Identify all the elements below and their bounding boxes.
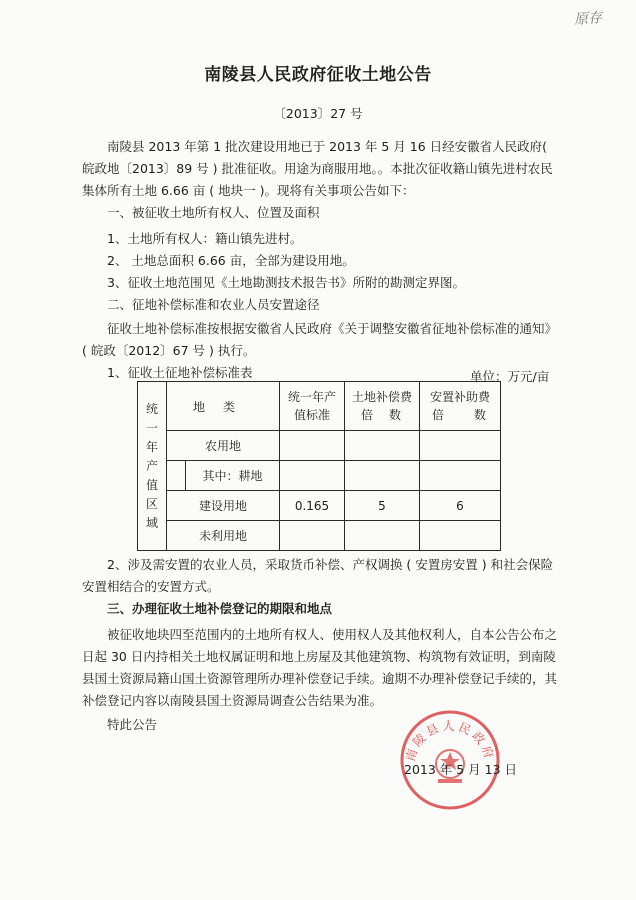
table-row xyxy=(138,461,501,491)
region-char: 值 xyxy=(145,477,158,492)
row-value xyxy=(420,431,501,461)
header-line: 安置补助费 xyxy=(429,390,490,404)
table-row xyxy=(138,491,501,521)
section2-item-1: 1、征收土征地补偿标准表 xyxy=(107,365,253,380)
section3-paragraph: 被征收地块四至范围内的土地所有权人、使用权人及其他权利人，自本公告公布之日起 30 日内持相关土地权属证明和地上房屋及其他建筑物、构筑物有效证明，到南陵县国土资源局籍山国土资源管理所办理补偿登记手续。逾期不办理补偿登记手续的，其补偿登记内容以南陵县国土资源局调查公告结果为准。 xyxy=(82,627,558,708)
row-value xyxy=(280,461,345,491)
header-line: 统一年产 xyxy=(287,390,336,404)
col-header-value-standard xyxy=(280,382,345,431)
row-value xyxy=(345,461,420,491)
row-name: 建设用地 xyxy=(167,491,280,521)
row-value: 5 xyxy=(345,491,420,521)
kind-header-cell xyxy=(167,382,280,431)
region-char: 统 xyxy=(145,401,158,416)
handwritten-note: 原存 xyxy=(573,10,603,28)
row-name: 未利用地 xyxy=(167,521,280,551)
unit-label: 单位：万元/亩 xyxy=(470,369,550,384)
row-name: 其中：耕地 xyxy=(186,461,280,491)
indent-cell xyxy=(167,461,186,491)
kind-header: 地类 xyxy=(192,399,253,414)
row-name: 农用地 xyxy=(167,431,280,461)
issue-date: 2013 年 5 月 13 日 xyxy=(404,762,518,777)
section1-item-2: 2、 土地总面积 6.66 亩，全部为建设用地。 xyxy=(107,253,355,268)
row-value xyxy=(420,521,501,551)
region-char: 一 xyxy=(145,420,158,435)
region-label-cell xyxy=(138,382,167,551)
table-row xyxy=(138,521,501,551)
section1-heading: 一、被征收土地所有权人、位置及面积 xyxy=(107,205,320,220)
row-value: 0.165 xyxy=(280,491,345,521)
section1-item-1: 1、土地所有权人：籍山镇先进村。 xyxy=(107,231,303,246)
seal-text: 南陵县人民政府 xyxy=(402,719,498,763)
closing-text: 特此公告 xyxy=(107,717,158,732)
section2-paragraph: 征收土地补偿标准按根据安徽省人民政府《关于调整安徽省征地补偿标准的通知》( 皖政〔2012〕67 号 ) 执行。 xyxy=(82,321,558,358)
row-value: 6 xyxy=(420,491,501,521)
section3-heading: 三、办理征收土地补偿登记的期限和地点 xyxy=(107,601,333,616)
section1-item-3: 3、征收土地范围见《土地勘测技术报告书》所附的勘测定界图。 xyxy=(107,275,465,290)
row-value xyxy=(280,521,345,551)
page-title: 南陵县人民政府征收土地公告 xyxy=(204,65,432,85)
row-value xyxy=(345,521,420,551)
compensation-table xyxy=(137,381,501,551)
header-line: 倍 数 xyxy=(431,408,488,422)
col-header-land-compensation xyxy=(345,382,420,431)
section2-item-2: 2、涉及需安置的农业人员，采取货币补偿、产权调换 ( 安置房安置 ) 和社会保险安置相结合的安置方式。 xyxy=(82,557,554,594)
row-value xyxy=(280,431,345,461)
region-char: 产 xyxy=(145,458,158,473)
row-value xyxy=(345,431,420,461)
table-row xyxy=(138,431,501,461)
region-char: 区 xyxy=(145,496,158,511)
section2-heading: 二、征地补偿标准和农业人员安置途径 xyxy=(107,297,320,312)
header-line: 土地补偿费 xyxy=(351,390,412,404)
region-char: 域 xyxy=(145,515,158,530)
row-value xyxy=(420,461,501,491)
table-header-row xyxy=(138,382,501,431)
header-line: 倍 数 xyxy=(360,408,403,422)
header-line: 值标准 xyxy=(293,408,330,422)
intro-paragraph: 南陵县 2013 年第 1 批次建设用地已于 2013 年 5 月 16 日经安徽省人民政府( 皖政地〔2013〕89 号 ) 批准征收。用途为商服用地。。本批次征收籍山镇先进村农民集体所有土地 6.66 亩 ( 地块一 )。现将有关事项公告如下： xyxy=(82,139,553,198)
document-number: 〔2013〕27 号 xyxy=(273,106,363,121)
col-header-resettlement xyxy=(420,382,501,431)
region-char: 年 xyxy=(145,439,158,454)
